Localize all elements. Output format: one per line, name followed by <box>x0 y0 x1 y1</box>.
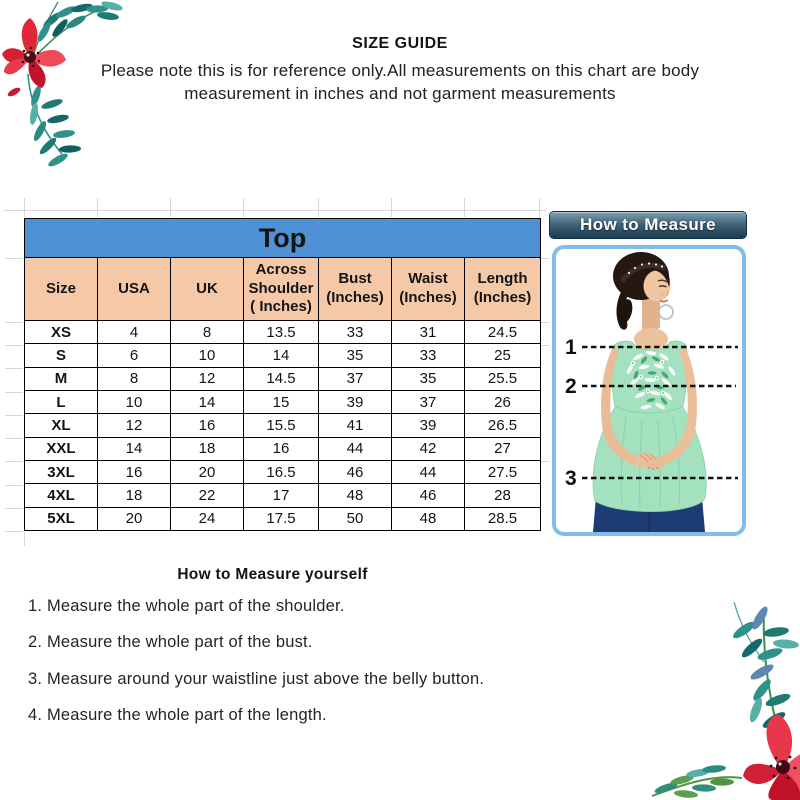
woman-photo-illustration <box>556 249 742 532</box>
instruction-item-1: 1. Measure the whole part of the shoulder. <box>28 597 345 615</box>
size-value: 33 <box>392 344 465 367</box>
size-value: 8 <box>171 321 244 344</box>
size-value: 37 <box>392 390 465 413</box>
size-value: 16.5 <box>244 460 319 483</box>
instruction-item-3: 3. Measure around your waistline just above the belly button. <box>28 670 485 688</box>
size-value: 20 <box>171 460 244 483</box>
how-to-measure-header: How to Measure <box>549 211 747 239</box>
size-value: 28.5 <box>465 507 541 530</box>
table-row <box>25 507 541 530</box>
size-value: 18 <box>98 484 171 507</box>
size-label: L <box>25 390 98 413</box>
page-note <box>0 59 800 105</box>
page-note-line2: measurement in inches and not garment measurements <box>184 84 616 103</box>
size-label: 5XL <box>25 507 98 530</box>
table-row <box>25 484 541 507</box>
size-value: 46 <box>392 484 465 507</box>
size-label: S <box>25 344 98 367</box>
size-value: 44 <box>319 437 392 460</box>
size-label: XXL <box>25 437 98 460</box>
size-value: 24.5 <box>465 321 541 344</box>
size-value: 24 <box>171 507 244 530</box>
size-value: 44 <box>392 460 465 483</box>
page-note-line1: Please note this is for reference only.All measurements on this chart are body <box>100 61 700 80</box>
table-row <box>25 460 541 483</box>
size-value: 12 <box>171 367 244 390</box>
column-header-size: Size <box>25 258 98 321</box>
column-header-usa: USA <box>98 258 171 321</box>
column-header-uk: UK <box>171 258 244 321</box>
instruction-item-4: 4. Measure the whole part of the length. <box>28 706 327 724</box>
size-value: 16 <box>244 437 319 460</box>
table-row <box>25 414 541 437</box>
measurement-photo-frame <box>552 245 746 536</box>
marker-3: 3 <box>565 467 577 490</box>
size-table-title: Top <box>25 219 541 258</box>
table-row <box>25 390 541 413</box>
size-table <box>24 218 541 531</box>
size-value: 14 <box>244 344 319 367</box>
size-label: 4XL <box>25 484 98 507</box>
size-value: 25.5 <box>465 367 541 390</box>
size-value: 37 <box>319 367 392 390</box>
size-label: 3XL <box>25 460 98 483</box>
size-value: 14.5 <box>244 367 319 390</box>
size-value: 16 <box>98 460 171 483</box>
column-header-bust: Bust (Inches) <box>319 258 392 321</box>
size-value: 14 <box>98 437 171 460</box>
size-value: 22 <box>171 484 244 507</box>
size-value: 15 <box>244 390 319 413</box>
column-header-row <box>25 258 541 321</box>
column-header-length: Length (Inches) <box>465 258 541 321</box>
size-label: M <box>25 367 98 390</box>
floral-decoration-bottom-right <box>612 602 800 800</box>
instruction-item-2: 2. Measure the whole part of the bust. <box>28 633 313 651</box>
size-value: 31 <box>392 321 465 344</box>
size-value: 35 <box>392 367 465 390</box>
size-value: 15.5 <box>244 414 319 437</box>
size-value: 41 <box>319 414 392 437</box>
size-value: 4 <box>98 321 171 344</box>
size-value: 6 <box>98 344 171 367</box>
size-value: 10 <box>98 390 171 413</box>
size-value: 27.5 <box>465 460 541 483</box>
size-value: 33 <box>319 321 392 344</box>
marker-2: 2 <box>565 375 577 398</box>
table-row <box>25 344 541 367</box>
size-value: 35 <box>319 344 392 367</box>
size-value: 18 <box>171 437 244 460</box>
instructions-heading: How to Measure yourself <box>177 566 368 583</box>
size-value: 25 <box>465 344 541 367</box>
size-value: 39 <box>319 390 392 413</box>
size-label: XL <box>25 414 98 437</box>
size-value: 48 <box>392 507 465 530</box>
size-value: 14 <box>171 390 244 413</box>
page-title: SIZE GUIDE <box>352 35 448 52</box>
table-row <box>25 321 541 344</box>
size-value: 12 <box>98 414 171 437</box>
size-value: 48 <box>319 484 392 507</box>
size-value: 26.5 <box>465 414 541 437</box>
size-value: 10 <box>171 344 244 367</box>
size-value: 27 <box>465 437 541 460</box>
table-row <box>25 367 541 390</box>
column-header-across-shoulder: Across Shoulder ( Inches) <box>244 258 319 321</box>
hoop-earring <box>659 305 673 319</box>
marker-1: 1 <box>565 336 577 359</box>
size-value: 50 <box>319 507 392 530</box>
size-value: 39 <box>392 414 465 437</box>
size-value: 16 <box>171 414 244 437</box>
red-flower-bottom-right <box>743 714 800 800</box>
size-value: 8 <box>98 367 171 390</box>
column-header-waist: Waist (Inches) <box>392 258 465 321</box>
size-value: 20 <box>98 507 171 530</box>
size-label: XS <box>25 321 98 344</box>
size-value: 17.5 <box>244 507 319 530</box>
size-value: 26 <box>465 390 541 413</box>
size-value: 42 <box>392 437 465 460</box>
size-value: 28 <box>465 484 541 507</box>
size-value: 13.5 <box>244 321 319 344</box>
size-value: 17 <box>244 484 319 507</box>
size-value: 46 <box>319 460 392 483</box>
table-row <box>25 437 541 460</box>
